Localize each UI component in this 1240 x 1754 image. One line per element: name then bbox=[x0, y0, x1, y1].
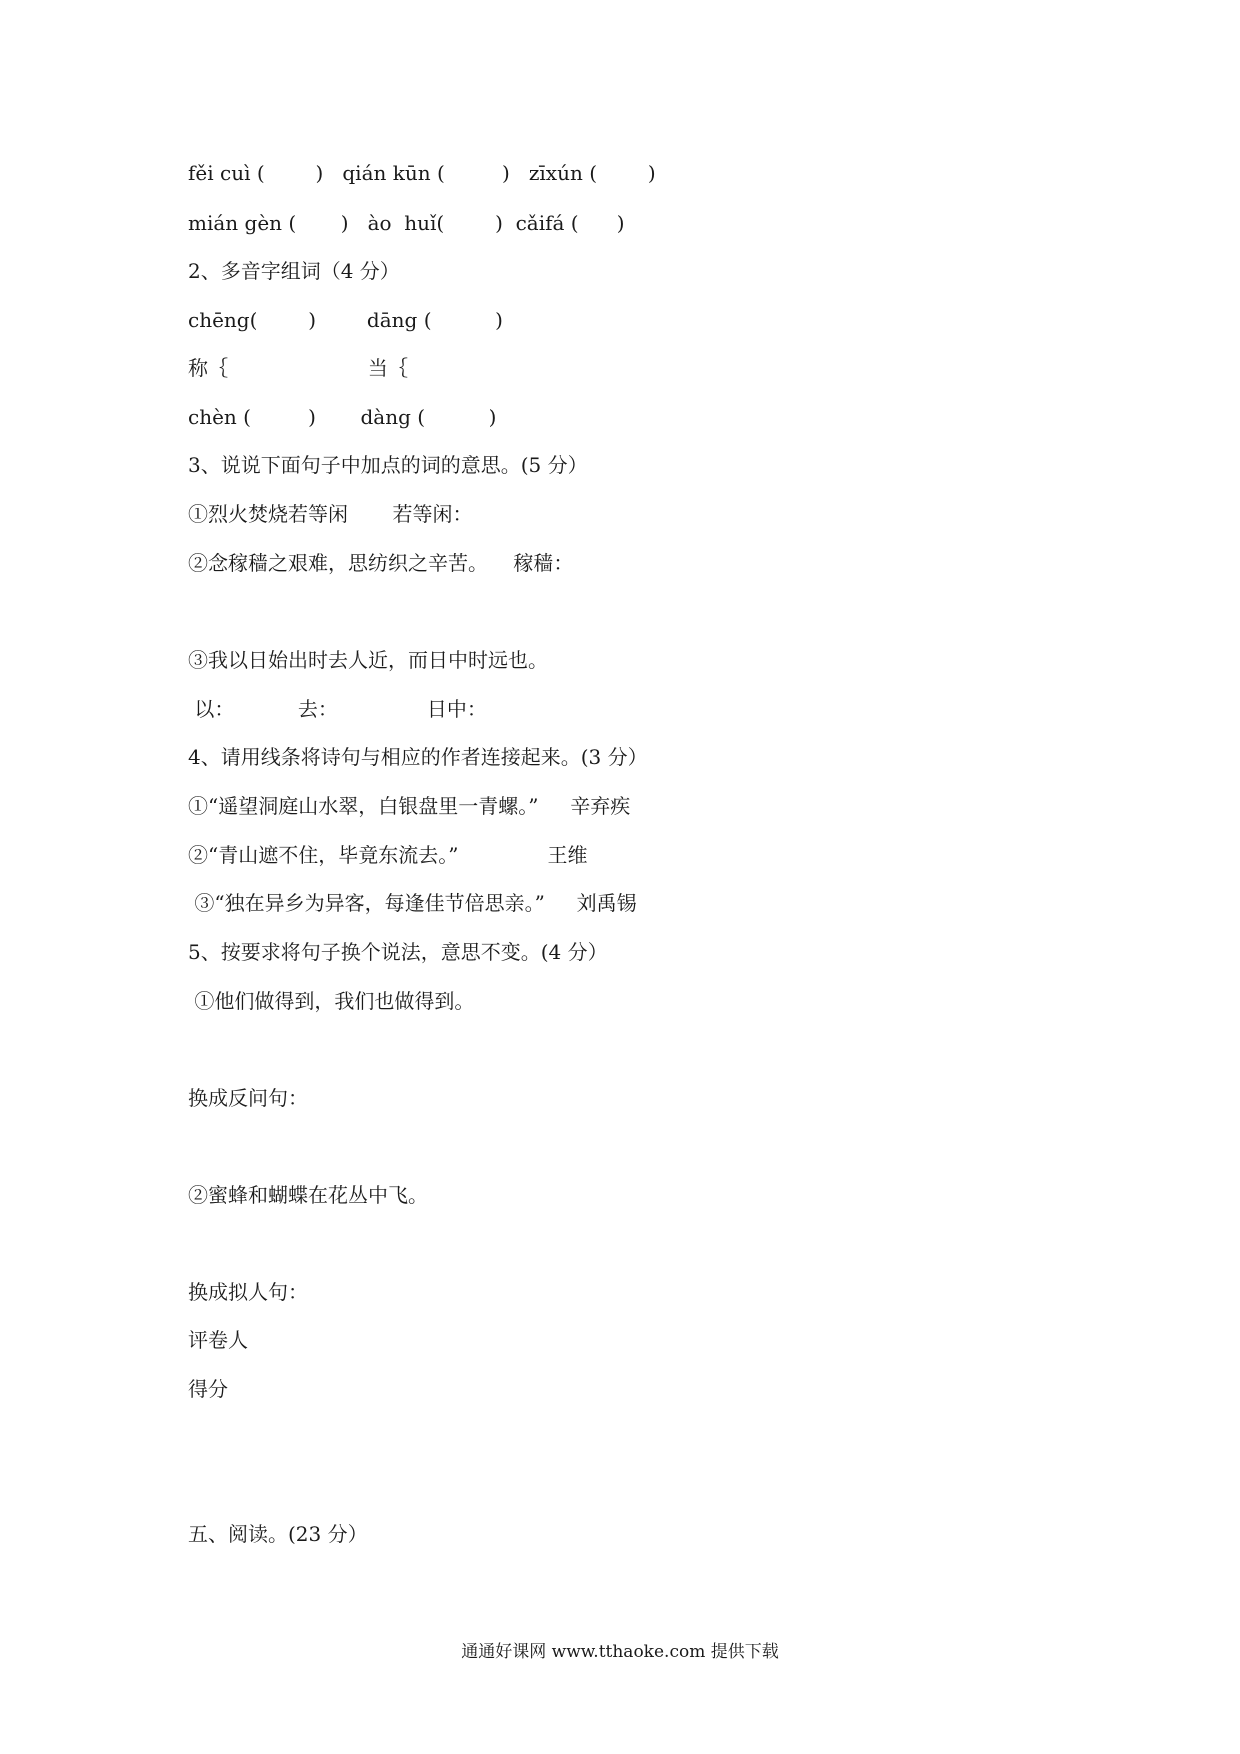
page-footer: 通通好课网 www.tthaoke.com 提供下载 bbox=[461, 1642, 779, 1662]
pinyin-row-1: fěi cuì ( ) qián kūn ( ) zīxún ( ) bbox=[188, 161, 656, 185]
question-3-heading: 3、说说下面句子中加点的词的意思。(5 分） bbox=[188, 453, 588, 477]
polyphone-chars: 称｛ 当｛ bbox=[188, 356, 408, 380]
question-3-item-1: ①烈火焚烧若等闲 若等闲： bbox=[188, 502, 473, 526]
question-5-item-1: ①他们做得到，我们也做得到。 bbox=[188, 989, 475, 1013]
question-5-rhetorical-label: 换成反问句： bbox=[188, 1086, 308, 1110]
polyphone-row-1: chēng( ) dāng ( ) bbox=[188, 308, 503, 332]
question-3-item-3-words: 以： 去： 日中： bbox=[188, 697, 487, 721]
question-4-item-2: ②“青山遮不住，毕竟东流去。” 王维 bbox=[188, 843, 588, 867]
question-4-heading: 4、请用线条将诗句与相应的作者连接起来。(3 分） bbox=[188, 745, 648, 769]
pinyin-row-2: mián gèn ( ) ào huǐ( ) cǎifá ( ) bbox=[188, 211, 625, 235]
question-4-item-1: ①“遥望洞庭山水翠，白银盘里一青螺。” 辛弃疾 bbox=[188, 794, 631, 818]
question-5-item-2: ②蜜蜂和蝴蝶在花丛中飞。 bbox=[188, 1183, 428, 1207]
grader-label: 评卷人 bbox=[188, 1328, 248, 1352]
question-5-heading: 5、按要求将句子换个说法，意思不变。(4 分） bbox=[188, 940, 608, 964]
question-3-item-2: ②念稼穑之艰难，思纺织之辛苦。 稼穑： bbox=[188, 551, 574, 575]
question-5-personification-label: 换成拟人句： bbox=[188, 1280, 308, 1304]
polyphone-row-2: chèn ( ) dàng ( ) bbox=[188, 405, 497, 429]
question-2-heading: 2、多音字组词（4 分） bbox=[188, 259, 400, 283]
question-4-item-3: ③“独在异乡为异客，每逢佳节倍思亲。” 刘禹锡 bbox=[188, 891, 637, 915]
question-3-item-3: ③我以日始出时去人近，而日中时远也。 bbox=[188, 648, 548, 672]
score-label: 得分 bbox=[188, 1377, 228, 1401]
section-5-heading: 五、阅读。(23 分） bbox=[188, 1522, 368, 1546]
